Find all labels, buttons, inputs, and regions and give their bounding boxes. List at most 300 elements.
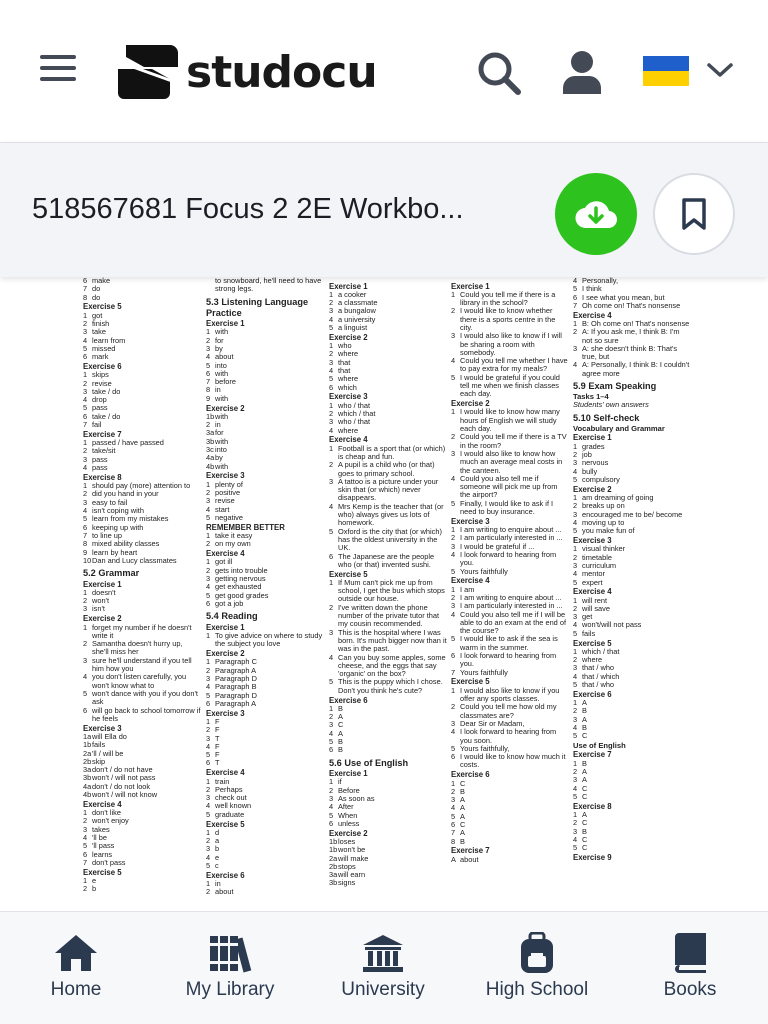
answer-text: nervous bbox=[582, 458, 609, 468]
answer-text: Perhaps bbox=[215, 784, 243, 794]
answer-line bbox=[573, 844, 691, 852]
answer-text: A: If you ask me, I think B: I'm not so sure bbox=[582, 327, 680, 345]
answer-text: where bbox=[338, 349, 359, 359]
answer-text: getting nervous bbox=[215, 574, 266, 583]
answer-line bbox=[206, 540, 324, 548]
answer-text: a bbox=[215, 836, 220, 846]
exercise-heading: Exercise 3 bbox=[206, 708, 245, 718]
answer-number: 2a bbox=[83, 748, 92, 758]
nav-university-label: University bbox=[341, 979, 425, 1000]
answer-text: should pay (more) attention to bbox=[92, 481, 191, 491]
answer-number: 3 bbox=[206, 673, 211, 683]
answer-text: mentor bbox=[582, 569, 606, 579]
answer-text: I've written down the phone number of the private tutor that my cousin recommended. bbox=[338, 602, 440, 629]
exercise-heading: Exercise 4 bbox=[573, 310, 612, 320]
bookmark-button[interactable] bbox=[653, 173, 735, 255]
nav-high-school[interactable] bbox=[462, 932, 612, 1001]
answer-line bbox=[451, 813, 569, 821]
answer-number: 5 bbox=[573, 474, 578, 484]
answer-text: start bbox=[215, 504, 230, 514]
answer-text: will save bbox=[582, 603, 610, 613]
answer-text: in bbox=[215, 879, 221, 889]
logo-text: studocu bbox=[186, 46, 377, 98]
answer-line bbox=[206, 514, 324, 522]
exercise-heading: Exercise 5 bbox=[206, 819, 245, 829]
answer-text: C bbox=[582, 791, 588, 801]
answer-line bbox=[83, 624, 201, 641]
answer-number: 2 bbox=[451, 533, 456, 543]
answer-line bbox=[206, 811, 324, 819]
answer-text: finish bbox=[92, 318, 110, 328]
answer-line bbox=[573, 345, 691, 362]
answer-number: 6 bbox=[206, 698, 211, 708]
answer-text: As soon as bbox=[338, 794, 375, 804]
answer-number: 8 bbox=[451, 836, 456, 846]
answer-text: do bbox=[92, 292, 101, 302]
answer-line bbox=[451, 652, 569, 669]
section-heading: 5.9 Exam Speaking bbox=[573, 381, 657, 392]
answer-text: I would also like to know if you offer any sports classes. bbox=[460, 685, 560, 704]
answer-line bbox=[329, 678, 447, 695]
answer-text: This is the hospital where I was born. It's much bigger now than it was in the past. bbox=[338, 627, 447, 654]
answer-number: 5 bbox=[83, 343, 88, 353]
answer-number: 5 bbox=[329, 737, 334, 747]
answer-number: 6 bbox=[451, 820, 456, 829]
answer-text: by bbox=[215, 453, 223, 463]
answer-number: 3 bbox=[83, 655, 88, 665]
answer-number: 1 bbox=[573, 318, 578, 328]
answer-number: 4 bbox=[451, 609, 456, 619]
exercise-heading: Exercise 7 bbox=[451, 846, 490, 856]
subsection-heading: Tasks 1–4 bbox=[573, 392, 609, 402]
answer-text: B bbox=[460, 836, 465, 846]
exercise-heading: Exercise 2 bbox=[573, 484, 612, 494]
answer-text: 'll / will be bbox=[92, 748, 124, 758]
answer-line bbox=[329, 730, 447, 738]
answer-text: sure he'll understand if you tell him how you bbox=[92, 655, 192, 674]
answer-line bbox=[329, 461, 447, 478]
answer-number: 1 bbox=[83, 587, 88, 597]
answer-text: C bbox=[460, 778, 466, 788]
answer-number: 2b bbox=[329, 861, 338, 871]
answer-number: 3 bbox=[451, 795, 456, 805]
answer-text: won't / will not know bbox=[92, 790, 158, 800]
answer-number: 2 bbox=[83, 639, 88, 649]
nav-home[interactable] bbox=[1, 932, 151, 1001]
bottom-navigation bbox=[0, 911, 768, 1024]
answer-number: 7 bbox=[83, 284, 88, 294]
answer-line bbox=[83, 294, 201, 302]
answer-number: 1b bbox=[83, 740, 92, 750]
answer-line bbox=[573, 476, 691, 484]
answer-number: 3 bbox=[83, 824, 88, 834]
studocu-logo[interactable] bbox=[116, 42, 377, 102]
answer-line bbox=[451, 753, 569, 770]
answer-number: 9 bbox=[206, 393, 211, 403]
document-title-bar bbox=[0, 143, 768, 277]
answer-number: 3 bbox=[451, 541, 456, 551]
answer-line bbox=[329, 654, 447, 679]
answer-text: A bbox=[582, 775, 587, 785]
answer-number: 2 bbox=[451, 786, 456, 796]
answer-text: easy to fail bbox=[92, 497, 128, 507]
book-icon bbox=[671, 933, 709, 973]
answer-line bbox=[451, 788, 569, 796]
answer-line bbox=[206, 751, 324, 759]
answer-text: learn from my mistakes bbox=[92, 514, 169, 524]
answer-line bbox=[451, 829, 569, 837]
answer-line bbox=[329, 324, 447, 332]
answer-number: 8 bbox=[83, 539, 88, 549]
answer-number: 7 bbox=[206, 377, 211, 387]
answer-number: 1 bbox=[573, 544, 578, 554]
answer-line bbox=[573, 707, 691, 715]
answer-text: get good grades bbox=[215, 590, 269, 600]
exercise-heading: Exercise 1 bbox=[329, 281, 368, 291]
answer-line bbox=[206, 395, 324, 403]
answer-number: 5 bbox=[206, 690, 211, 700]
answer-number: 2 bbox=[206, 539, 211, 549]
answer-number: 3 bbox=[83, 327, 88, 337]
nav-high-school-label: High School bbox=[485, 979, 589, 1000]
answer-text: I look forward to hearing from you. bbox=[460, 651, 557, 669]
answer-text: loses bbox=[338, 837, 356, 846]
answer-text: A: Personally, I think B: I couldn't agree more bbox=[582, 360, 690, 378]
answer-text: won't / will not pass bbox=[92, 773, 156, 783]
answer-line bbox=[573, 793, 691, 801]
answer-text: who / that bbox=[338, 400, 371, 410]
answer-text: I am particularly interested in ... bbox=[460, 533, 563, 543]
answer-line bbox=[451, 408, 569, 433]
answer-text: plenty of bbox=[215, 479, 243, 489]
answer-text: I am writing to enquire about ... bbox=[460, 525, 562, 535]
answer-text: for bbox=[215, 335, 224, 345]
answer-text: that bbox=[338, 357, 351, 367]
answer-line bbox=[206, 829, 324, 837]
answer-text: A bbox=[338, 728, 343, 738]
answer-number: 5 bbox=[83, 688, 88, 698]
answer-line bbox=[573, 836, 691, 844]
answer-number: 4 bbox=[451, 473, 456, 483]
answer-line bbox=[573, 579, 691, 587]
answer-text: I see what you mean, but bbox=[582, 292, 665, 302]
answer-line bbox=[451, 804, 569, 812]
answer-text: that / which bbox=[582, 671, 620, 681]
answer-number: 5 bbox=[206, 590, 211, 600]
answer-number: 3 bbox=[573, 343, 578, 353]
answer-text: won't/will not pass bbox=[582, 620, 642, 630]
answer-line bbox=[206, 845, 324, 853]
answer-number: 4 bbox=[573, 277, 578, 285]
answer-number: 2 bbox=[573, 706, 578, 716]
answer-text: Could you also tell me if I will be able to do an exam at the end of the course? bbox=[460, 609, 567, 636]
answer-text: Oxford is the city that (or which) has the oldest university in the UK. bbox=[338, 526, 442, 553]
answer-text: A bbox=[582, 698, 587, 708]
answer-text: A bbox=[582, 810, 587, 820]
answer-number: 3 bbox=[573, 775, 578, 785]
answer-text: Paragraph D bbox=[215, 673, 257, 683]
exercise-heading: Exercise 3 bbox=[206, 471, 245, 481]
answer-number: 6 bbox=[83, 522, 88, 532]
answer-text: a bungalow bbox=[338, 306, 376, 316]
answer-line bbox=[206, 463, 324, 471]
answer-text: B bbox=[582, 758, 587, 768]
answer-text: a linguist bbox=[338, 322, 368, 332]
answer-number: 2 bbox=[329, 712, 334, 722]
answer-text: B bbox=[338, 737, 343, 747]
answer-number: 2 bbox=[206, 565, 211, 575]
answer-line bbox=[451, 669, 569, 677]
answer-number: 6 bbox=[329, 551, 334, 561]
note-text: Students' own answers bbox=[573, 400, 649, 410]
answer-number: 1 bbox=[206, 657, 211, 667]
answer-text: Could you tell me if there is a library in the school? bbox=[460, 289, 556, 308]
answer-line bbox=[83, 464, 201, 472]
answer-line bbox=[329, 528, 447, 553]
answer-line bbox=[573, 716, 691, 724]
answer-text: pass bbox=[92, 454, 108, 464]
section-heading: 5.4 Reading bbox=[206, 611, 258, 622]
answer-text: a cooker bbox=[338, 289, 367, 299]
answer-number: 1 bbox=[83, 310, 88, 320]
exercise-heading: Exercise 4 bbox=[206, 768, 245, 778]
answer-line bbox=[573, 819, 691, 827]
answer-number: 1 bbox=[83, 481, 88, 491]
answer-text: Yours faithfully, bbox=[460, 743, 510, 753]
answer-text: Personally, bbox=[582, 277, 619, 285]
section-heading: 5.6 Use of English bbox=[329, 757, 409, 768]
answer-line bbox=[206, 726, 324, 734]
answer-text: e bbox=[215, 852, 220, 862]
answer-number: 4b bbox=[206, 461, 215, 471]
exercise-heading: Exercise 1 bbox=[206, 319, 245, 329]
answer-line bbox=[451, 728, 569, 745]
answer-text: gets into trouble bbox=[215, 565, 268, 575]
answer-text: will earn bbox=[338, 870, 366, 880]
answer-number: 3 bbox=[573, 560, 578, 570]
answer-number: 2 bbox=[83, 596, 88, 606]
nav-books[interactable] bbox=[615, 932, 765, 1001]
answer-number: 1 bbox=[573, 595, 578, 605]
answer-text: b bbox=[215, 844, 220, 854]
answer-number: 1 bbox=[451, 289, 456, 299]
answer-line bbox=[206, 413, 324, 421]
exercise-heading: Exercise 3 bbox=[573, 536, 612, 546]
chevron-down-icon[interactable] bbox=[705, 58, 735, 82]
bookmark-icon bbox=[681, 197, 707, 231]
answer-text: don't / do not look bbox=[92, 781, 151, 791]
answer-number: 4 bbox=[206, 801, 211, 811]
studocu-logo-mark-icon bbox=[116, 43, 180, 101]
answer-number: 1 bbox=[329, 289, 334, 299]
answer-line bbox=[451, 450, 569, 475]
answer-text: C bbox=[460, 820, 466, 829]
answer-text: don't pass bbox=[92, 857, 126, 867]
search-icon[interactable] bbox=[476, 50, 522, 96]
answer-text: into bbox=[215, 360, 227, 370]
answer-number: 6 bbox=[451, 651, 456, 661]
answer-text: Mrs Kemp is the teacher that (or who) always gives us lots of homework. bbox=[338, 501, 444, 528]
answer-line bbox=[206, 632, 324, 649]
answer-number: 3 bbox=[573, 509, 578, 519]
answer-number: 5 bbox=[329, 677, 334, 687]
answer-text: encouraged me to be/ become bbox=[582, 509, 683, 519]
exercise-heading: Exercise 4 bbox=[329, 435, 368, 445]
exercise-heading: Exercise 2 bbox=[206, 403, 245, 413]
answer-text: Oh come on! That's nonsense bbox=[582, 300, 681, 310]
answer-line bbox=[206, 446, 324, 454]
answer-text: well known bbox=[215, 801, 252, 811]
answer-number: 4 bbox=[206, 504, 211, 514]
answer-line bbox=[573, 302, 691, 310]
answer-line bbox=[451, 687, 569, 704]
answer-number: 2 bbox=[573, 552, 578, 562]
answer-text: graduate bbox=[215, 809, 245, 819]
answer-line bbox=[329, 445, 447, 462]
answer-number: 3 bbox=[329, 357, 334, 367]
answer-text: A bbox=[338, 712, 343, 722]
answer-number: 3 bbox=[206, 793, 211, 803]
answer-text: takes bbox=[92, 824, 110, 834]
answer-line bbox=[451, 551, 569, 568]
answer-number: 4 bbox=[451, 803, 456, 813]
answer-number: 5 bbox=[573, 731, 578, 741]
answer-text: C bbox=[582, 843, 588, 853]
exercise-heading: Exercise 3 bbox=[329, 392, 368, 402]
answer-text: which / that bbox=[338, 408, 376, 418]
answer-line bbox=[329, 746, 447, 754]
answer-line bbox=[206, 743, 324, 751]
answer-text: I would be grateful if ... bbox=[460, 541, 535, 551]
answer-text: Paragraph D bbox=[215, 690, 257, 700]
answer-number: 3 bbox=[206, 733, 211, 743]
answer-line bbox=[329, 579, 447, 604]
answer-text: Yours faithfully bbox=[460, 566, 508, 576]
section-heading: 5.2 Grammar bbox=[83, 568, 140, 579]
nav-my-library[interactable] bbox=[155, 932, 305, 1001]
answer-number: 5 bbox=[206, 360, 211, 370]
answer-number: 3c bbox=[206, 445, 214, 455]
answer-text: pass bbox=[92, 403, 108, 413]
top-header bbox=[0, 0, 768, 143]
answer-line bbox=[451, 856, 569, 864]
answer-number: 6 bbox=[206, 598, 211, 608]
answer-number: 1 bbox=[206, 827, 211, 837]
answer-text: Before bbox=[338, 785, 360, 795]
answer-number: 4 bbox=[83, 672, 88, 682]
answer-line bbox=[573, 630, 691, 638]
answer-number: 4 bbox=[83, 463, 88, 473]
answer-text: won't enjoy bbox=[92, 816, 129, 826]
answer-text: A bbox=[460, 795, 465, 805]
answer-text: curriculum bbox=[582, 560, 617, 570]
answer-line bbox=[329, 427, 447, 435]
answer-number: 7 bbox=[83, 530, 88, 540]
answer-line bbox=[83, 285, 201, 293]
answer-number: 4 bbox=[573, 671, 578, 681]
answer-text: which bbox=[338, 382, 357, 392]
answer-number: 1 bbox=[573, 698, 578, 708]
answer-line bbox=[83, 690, 201, 707]
answer-number: 7 bbox=[451, 828, 456, 838]
answer-number: 3 bbox=[329, 720, 334, 730]
answer-text: fails bbox=[92, 740, 106, 750]
nav-university[interactable] bbox=[308, 932, 458, 1001]
answer-text: with bbox=[215, 461, 229, 471]
answer-number: 3 bbox=[451, 448, 456, 458]
answer-text: I think bbox=[582, 284, 602, 294]
answer-number: 2 bbox=[329, 785, 334, 795]
answer-number: 6 bbox=[573, 292, 578, 302]
answer-text: skip bbox=[92, 756, 106, 766]
answer-line bbox=[451, 500, 569, 517]
answer-number: 2 bbox=[573, 327, 578, 337]
answer-line bbox=[329, 713, 447, 721]
answer-number: 1 bbox=[83, 622, 88, 632]
answer-text: am dreaming of going bbox=[582, 493, 654, 503]
answer-number: 3 bbox=[329, 476, 334, 486]
answer-number: 2 bbox=[329, 602, 334, 612]
answer-number: 1 bbox=[329, 577, 334, 587]
answer-text: F bbox=[215, 725, 220, 735]
answer-text: c bbox=[215, 861, 219, 870]
answer-number: 5 bbox=[329, 322, 334, 332]
answer-number: 1 bbox=[206, 479, 211, 489]
answer-line bbox=[206, 837, 324, 845]
exercise-heading: Exercise 4 bbox=[206, 549, 245, 559]
answer-column-1 bbox=[83, 277, 201, 894]
answer-text: This is the puppy which I chose. Don't you think he's cute? bbox=[338, 677, 443, 695]
answer-line bbox=[573, 760, 691, 768]
exercise-heading: Exercise 4 bbox=[573, 587, 612, 597]
menu-icon[interactable] bbox=[40, 55, 76, 85]
answer-line bbox=[573, 361, 691, 378]
answer-line bbox=[573, 724, 691, 732]
answer-line bbox=[329, 553, 447, 570]
answer-number: 5 bbox=[573, 284, 578, 294]
answer-line bbox=[451, 780, 569, 788]
answer-text: about bbox=[460, 854, 479, 864]
answer-line bbox=[329, 604, 447, 629]
answer-number: 2 bbox=[83, 318, 88, 328]
answer-text: I would like to know how many hours of English we will study each day. bbox=[460, 407, 560, 434]
answer-text: A bbox=[582, 714, 587, 724]
answer-line bbox=[206, 337, 324, 345]
answer-line bbox=[573, 527, 691, 535]
answer-column-4 bbox=[451, 281, 569, 864]
answer-number: 4 bbox=[573, 569, 578, 579]
answer-text: timetable bbox=[582, 552, 612, 562]
answer-number: 3 bbox=[329, 306, 334, 316]
user-account-icon[interactable] bbox=[562, 50, 602, 94]
ukraine-flag-icon[interactable] bbox=[643, 56, 689, 86]
answer-text: take / do bbox=[92, 386, 121, 396]
answer-line bbox=[451, 374, 569, 399]
answer-number: 1 bbox=[451, 584, 456, 594]
answer-text: that / who bbox=[582, 663, 615, 673]
answer-text: moving up to bbox=[582, 517, 625, 527]
download-button[interactable] bbox=[555, 173, 637, 255]
answer-line bbox=[206, 888, 324, 896]
answer-number: 1 bbox=[329, 400, 334, 410]
answer-number: 5 bbox=[451, 811, 456, 821]
answer-line bbox=[451, 475, 569, 500]
answer-number: 4 bbox=[329, 802, 334, 812]
answer-text: will Ella do bbox=[92, 731, 127, 741]
answer-text: I would like to ask if the sea is warm in the summer. bbox=[460, 634, 558, 652]
answer-number: 2 bbox=[573, 501, 578, 511]
answer-number: 9 bbox=[83, 547, 88, 557]
